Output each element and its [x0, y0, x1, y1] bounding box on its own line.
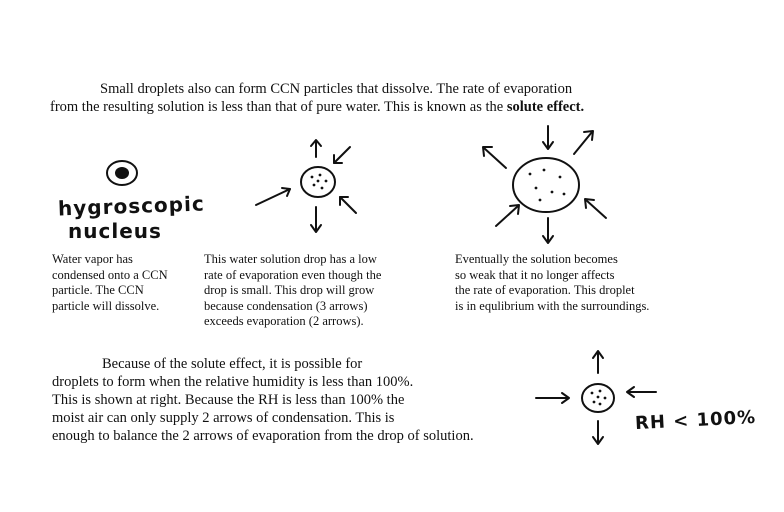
solute-dot — [599, 403, 602, 406]
panel3-caption-line: so weak that it no longer affects — [455, 267, 615, 282]
evaporation-arrow-up — [593, 351, 603, 373]
condensation-arrow-bottomright — [340, 197, 356, 213]
bottom-paragraph-line: moist air can only supply 2 arrows of condensation. This is — [52, 410, 395, 426]
bottom-paragraph-line: droplets to form when the relative humidity is less than 100%. — [52, 374, 414, 390]
bottom-paragraph — [52, 355, 474, 445]
evaporation-arrow-down — [593, 421, 603, 444]
rh-label: RH < 100% — [634, 406, 757, 435]
condensation-arrow-left — [536, 393, 569, 403]
rh-below-100-diagram — [530, 345, 660, 455]
panel3-caption-line: the rate of evaporation. This droplet — [455, 283, 635, 297]
solute-dot — [593, 401, 596, 404]
hygroscopic-label: hygroscopic — [57, 191, 206, 221]
panel1-caption-line: Water vapor has — [52, 252, 133, 266]
evaporation-arrow-up — [311, 140, 321, 157]
condensation-arrow-lowerright — [585, 199, 606, 218]
panel2-caption-line: because condensation (3 arrows) — [204, 298, 368, 313]
condensation-arrow-right — [627, 387, 656, 397]
intro-line-2-text: from the resulting solution is less than that of pure water. This is known as the — [50, 99, 507, 115]
solution-drop-diagram — [250, 135, 370, 245]
panel3-caption-line: Eventually the solution becomes — [455, 252, 618, 266]
solute-dot — [319, 174, 322, 177]
panel1-caption-line: condensed onto a CCN — [52, 267, 168, 282]
panel1-caption — [52, 252, 168, 314]
large-drop — [513, 158, 579, 212]
equilibrium-drop-diagram — [478, 122, 618, 250]
bottom-paragraph-line: Because of the solute effect, it is possible for — [102, 356, 363, 372]
solute-dot — [543, 169, 546, 172]
condensation-arrow-top — [543, 126, 553, 149]
panel3-caption-line: is in equlibrium with the surroundings. — [455, 298, 650, 313]
nucleus-core — [115, 167, 129, 179]
panel1-caption-line: particle. The CCN — [52, 283, 144, 297]
panel2-caption-line: exceeds evaporation (2 arrows). — [204, 314, 364, 328]
solute-dot — [535, 187, 538, 190]
solute-dot — [591, 392, 594, 395]
solute-dot — [599, 390, 602, 393]
evaporation-arrow-upperleft — [483, 147, 506, 168]
solute-dot — [325, 180, 328, 183]
condensation-arrow-lowerleft — [496, 205, 519, 226]
condensation-arrow-left — [256, 188, 290, 205]
solute-dot — [563, 193, 566, 196]
panel3-caption — [455, 252, 649, 314]
panel2-caption-line: rate of evaporation even though the — [204, 267, 382, 282]
solute-dot — [313, 184, 316, 187]
nucleus-diagram — [100, 155, 150, 191]
solute-dot — [539, 199, 542, 202]
solute-dot — [604, 397, 607, 400]
panel2-caption-line: drop is small. This drop will grow — [204, 283, 375, 297]
solute-effect-term: solute effect. — [506, 99, 585, 115]
solute-dot — [529, 173, 532, 176]
intro-line-2 — [50, 98, 584, 116]
nucleus-label: nucleus — [68, 219, 162, 243]
intro-paragraph — [50, 80, 584, 116]
evaporation-arrow-upperright — [574, 131, 593, 154]
solute-dot — [317, 180, 320, 183]
evaporation-arrow-bottom — [543, 218, 553, 243]
solute-dot — [559, 176, 562, 179]
intro-line-1: Small droplets also can form CCN particles that dissolve. The rate of evaporation — [100, 81, 573, 97]
solute-dot — [597, 396, 600, 399]
condensation-arrow-topright — [334, 147, 350, 163]
bottom-paragraph-line: This is shown at right. Because the RH is less than 100% the — [52, 392, 405, 408]
evaporation-arrow-down — [311, 207, 321, 232]
panel2-caption — [204, 252, 381, 330]
solute-dot — [321, 187, 324, 190]
panel2-caption-line: This water solution drop has a low — [204, 252, 377, 266]
solute-dot — [551, 191, 554, 194]
bottom-paragraph-line: enough to balance the 2 arrows of evaporation from the drop of solution. — [52, 428, 474, 444]
panel1-caption-line: particle will dissolve. — [52, 298, 160, 313]
solute-dot — [311, 176, 314, 179]
